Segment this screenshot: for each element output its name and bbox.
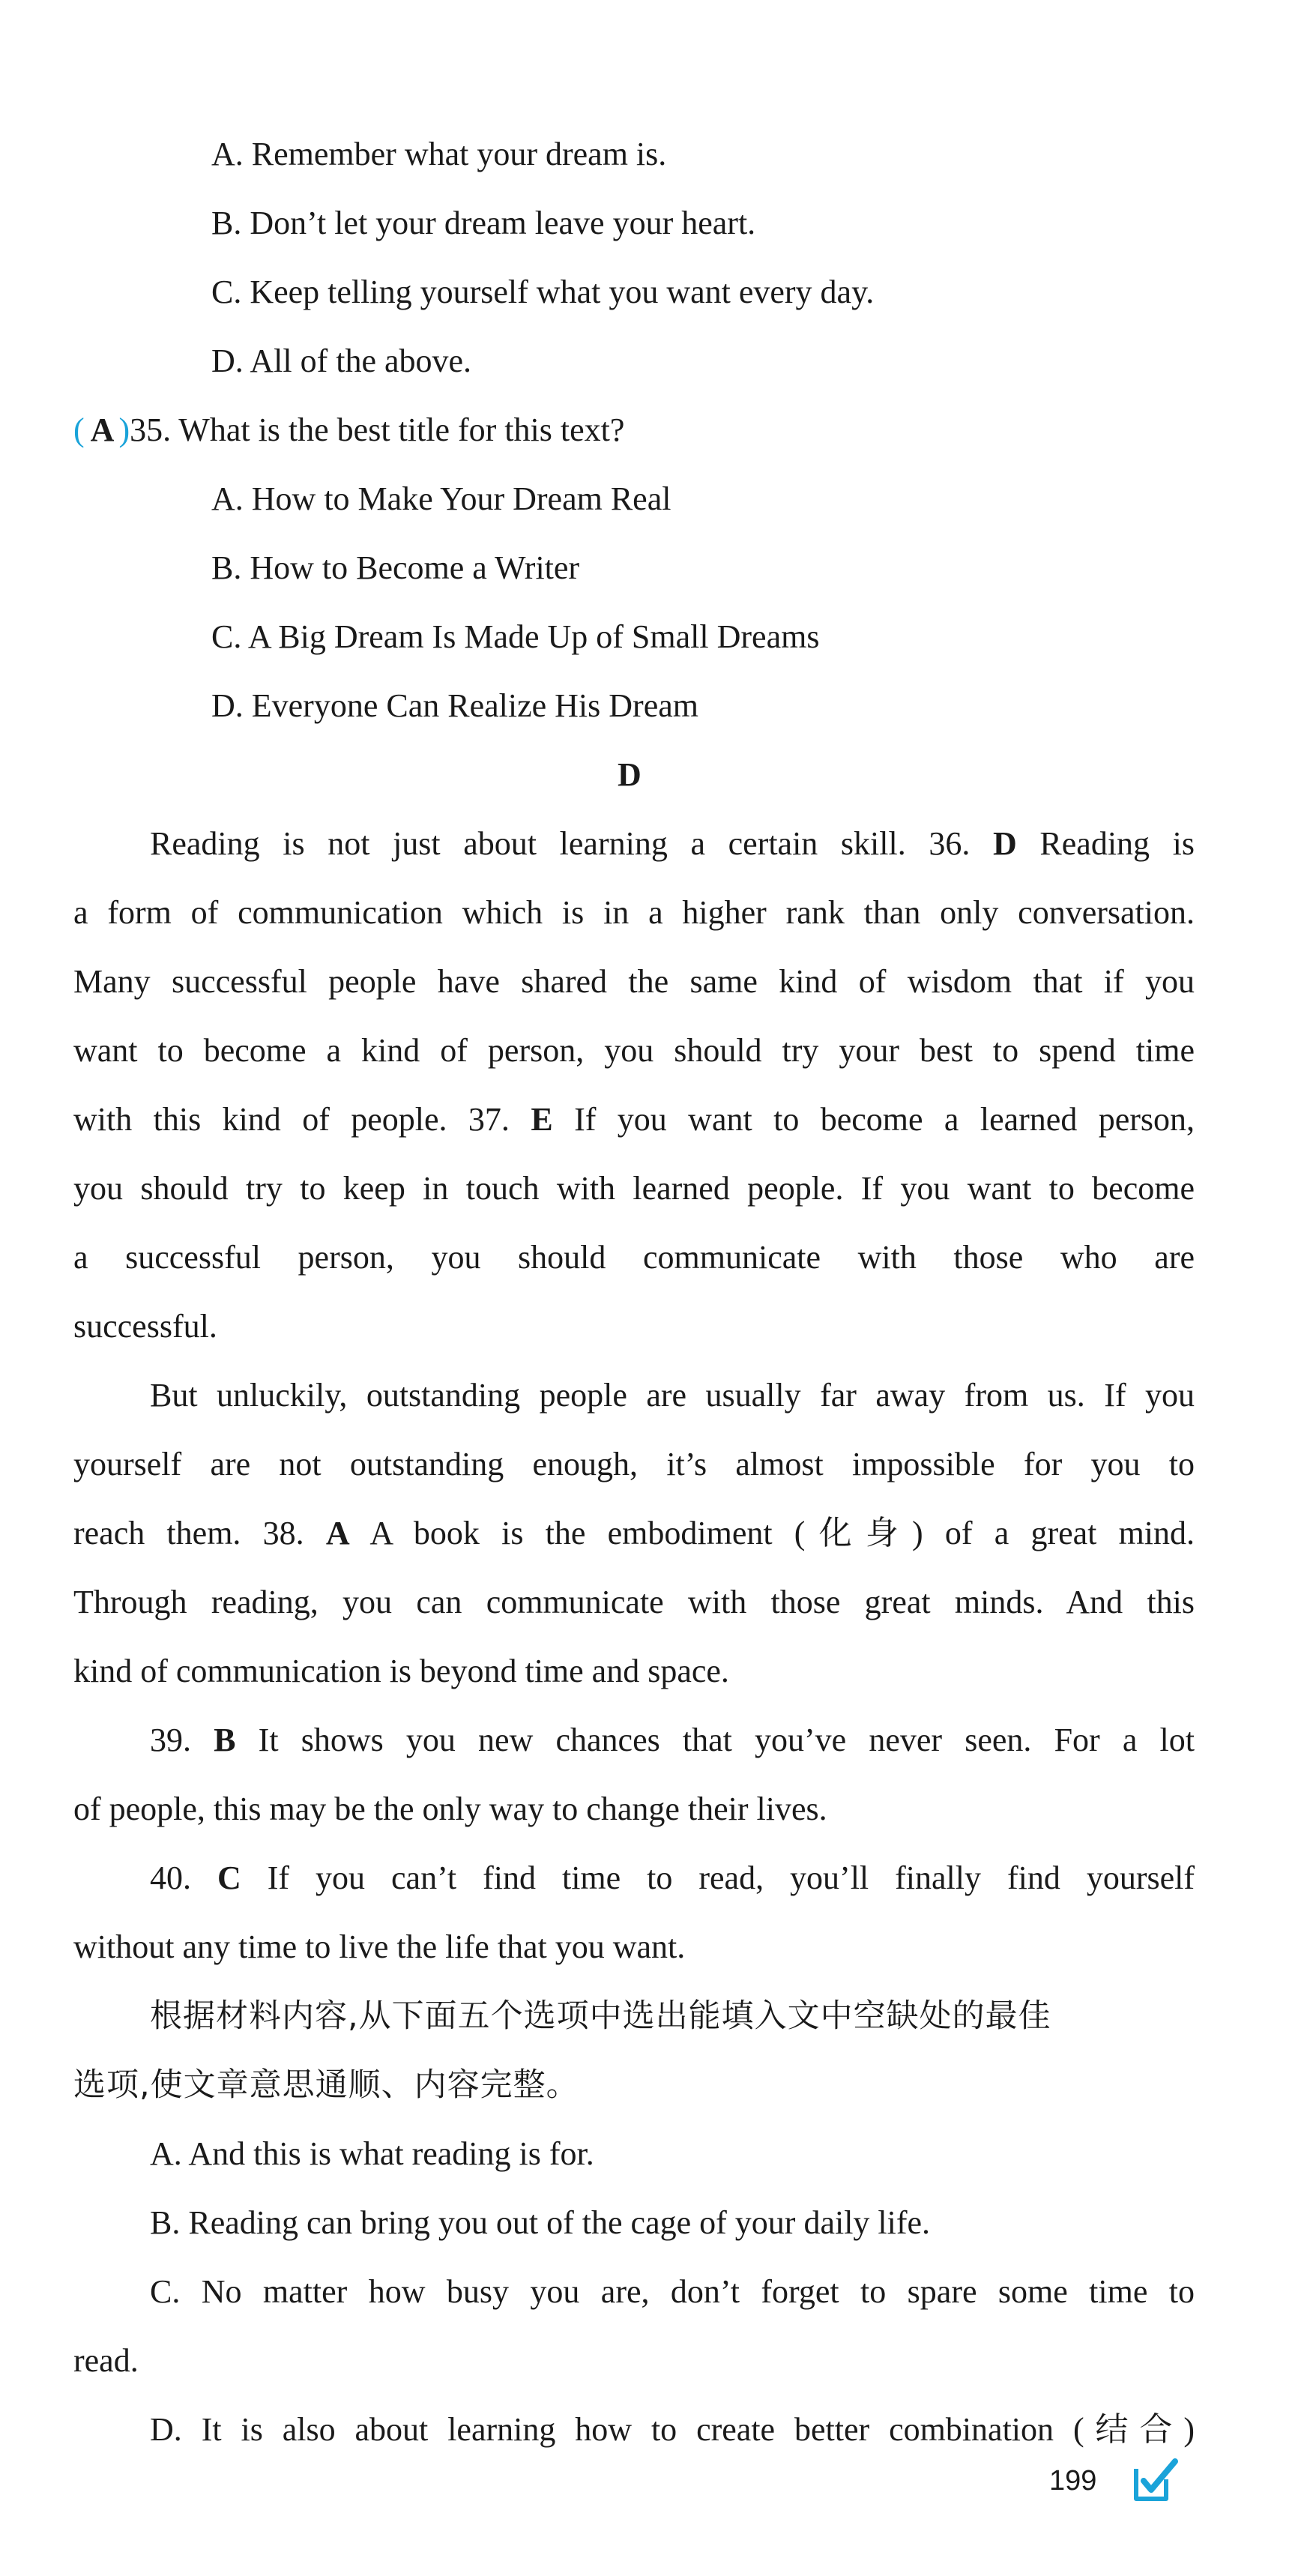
passage-line: Through reading, you can communicate with those great minds. And this <box>73 1584 1195 1620</box>
passage-text: reach them. 38. <box>73 1515 304 1551</box>
passage-line: Many successful people have shared the same kind of wisdom that if you <box>73 963 1195 1000</box>
option-b: B. Reading can bring you out of the cage of your daily life. <box>150 2204 931 2241</box>
passage-text: with this kind of people. 37. <box>73 1101 510 1138</box>
option-d: D. It is also about learning how to create better combination (结合) <box>150 2411 1195 2448</box>
blank-40-answer: C <box>217 1859 241 1896</box>
q34-option-b: B. Don’t let your dream leave your heart. <box>211 205 756 241</box>
passage-text: 40. <box>150 1859 191 1896</box>
blank-36-answer: D <box>992 825 1017 862</box>
page-number: 199 <box>1049 2465 1097 2497</box>
passage-text: If you want to become a learned person, <box>574 1101 1195 1138</box>
passage-line: you should try to keep in touch with learned people. If you want to become <box>73 1170 1195 1207</box>
q35-question-text: 35. What is the best title for this text? <box>130 411 625 448</box>
answer-paren-close: ) <box>118 411 130 448</box>
passage-line <box>150 1856 1195 1901</box>
passage-text: A book is the embodiment (化身) of a great mind. <box>369 1515 1195 1551</box>
q35-option-d: D. Everyone Can Realize His Dream <box>211 687 698 724</box>
checkbox-check-icon <box>1132 2457 1181 2503</box>
blank-39-answer: B <box>214 1722 236 1758</box>
passage-line: a successful person, you should communicate with those who are <box>73 1239 1195 1276</box>
passage-text: Reading is not just about learning a certain skill. 36. <box>150 825 971 862</box>
q35-option-b: B. How to Become a Writer <box>211 549 580 586</box>
q34-option-d: D. All of the above. <box>211 343 472 379</box>
q34-option-c: C. Keep telling yourself what you want every day. <box>211 274 875 310</box>
passage-line <box>73 1511 1195 1556</box>
passage-line: But unluckily, outstanding people are usually far away from us. If you <box>150 1377 1195 1414</box>
blank-37-answer: E <box>531 1101 553 1138</box>
passage-line: yourself are not outstanding enough, it’s almost impossible for you to <box>73 1446 1195 1482</box>
q34-option-a: A. Remember what your dream is. <box>211 136 667 172</box>
q35-answer: A <box>90 411 115 448</box>
passage-line <box>150 821 1195 866</box>
section-heading: D <box>618 756 642 793</box>
passage-line: kind of communication is beyond time and space. <box>73 1653 729 1689</box>
passage-text: If you can’t find time to read, you’ll finally find yourself <box>267 1859 1195 1896</box>
instruction-line-1: 根据材料内容,从下面五个选项中选出能填入文中空缺处的最佳 <box>150 1997 1051 2035</box>
passage-line: of people, this may be the only way to change their lives. <box>73 1791 827 1827</box>
passage-text: 39. <box>150 1722 191 1758</box>
q35-stem <box>73 408 624 453</box>
option-c-line-2: read. <box>73 2342 139 2379</box>
passage-line: a form of communication which is in a higher rank than only conversation. <box>73 894 1195 931</box>
passage-line: want to become a kind of person, you should try your best to spend time <box>73 1032 1195 1069</box>
passage-text: Reading is <box>1039 825 1195 862</box>
q35-option-c: C. A Big Dream Is Made Up of Small Dreams <box>211 618 820 655</box>
passage-line <box>73 1097 1195 1142</box>
blank-38-answer: A <box>325 1515 350 1551</box>
answer-paren-open: ( <box>73 411 85 448</box>
passage-line: without any time to live the life that you want. <box>73 1928 686 1965</box>
passage-line <box>150 1718 1195 1763</box>
option-a: A. And this is what reading is for. <box>150 2135 594 2172</box>
q35-option-a: A. How to Make Your Dream Real <box>211 480 671 517</box>
option-c-line-1: C. No matter how busy you are, don’t forget to spare some time to <box>150 2273 1195 2310</box>
instruction-line-2: 选项,使文章意思通顺、内容完整。 <box>73 2066 579 2104</box>
passage-line: successful. <box>73 1308 217 1345</box>
passage-text: It shows you new chances that you’ve never seen. For a lot <box>258 1722 1195 1758</box>
